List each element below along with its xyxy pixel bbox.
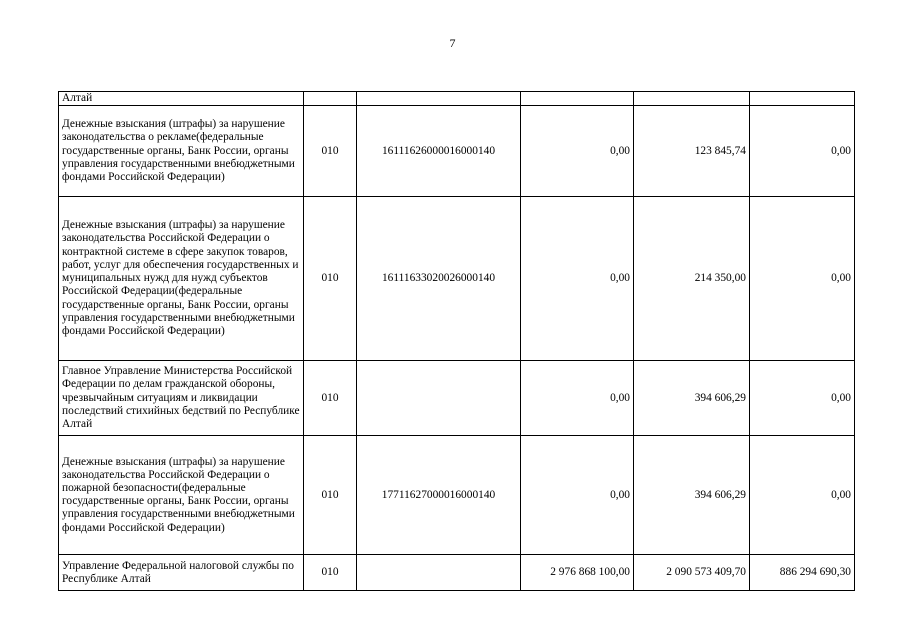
table-row xyxy=(59,92,855,106)
row-name-cell: Алтай xyxy=(59,92,304,106)
table-row xyxy=(59,106,855,197)
amount-cell-3: 0,00 xyxy=(750,436,855,555)
amount-cell-3: 886 294 690,30 xyxy=(750,555,855,591)
kbk-cell xyxy=(357,361,521,436)
amount-cell-1: 0,00 xyxy=(521,197,634,361)
kbk-cell xyxy=(357,92,521,106)
admin-code-cell: 010 xyxy=(304,555,357,591)
amount-cell-3: 0,00 xyxy=(750,106,855,197)
row-name-cell: Управление Федеральной налоговой службы по Республике Алтай xyxy=(59,555,304,591)
amount-cell-2: 214 350,00 xyxy=(634,197,750,361)
amount-cell-2: 394 606,29 xyxy=(634,436,750,555)
kbk-cell: 16111626000016000140 xyxy=(357,106,521,197)
amount-cell-3: 0,00 xyxy=(750,361,855,436)
kbk-cell: 17711627000016000140 xyxy=(357,436,521,555)
kbk-cell: 16111633020026000140 xyxy=(357,197,521,361)
amount-cell-2: 2 090 573 409,70 xyxy=(634,555,750,591)
amount-cell-1 xyxy=(521,92,634,106)
amount-cell-2: 394 606,29 xyxy=(634,361,750,436)
row-name-cell: Денежные взыскания (штрафы) за нарушение законодательства Российской Федерации о контрактной системе в сфере закупок товаров, работ, услуг для обеспечения государственных и муниципальных нужд для нужд субъектов Российской Федерации(федеральные государственные органы, Банк России, органы управления государственными внебюджетными фондами Российской Федерации) xyxy=(59,197,304,361)
amount-cell-1: 0,00 xyxy=(521,361,634,436)
table-row xyxy=(59,555,855,591)
table-row xyxy=(59,361,855,436)
admin-code-cell xyxy=(304,92,357,106)
kbk-cell xyxy=(357,555,521,591)
table-row xyxy=(59,436,855,555)
admin-code-cell: 010 xyxy=(304,197,357,361)
budget-table xyxy=(58,91,855,591)
admin-code-cell: 010 xyxy=(304,106,357,197)
table-row xyxy=(59,197,855,361)
row-name-cell: Главное Управление Министерства Российской Федерации по делам гражданской обороны, чрезвычайным ситуациям и ликвидации последствий стихийных бедствий по Республике Алтай xyxy=(59,361,304,436)
row-name-cell: Денежные взыскания (штрафы) за нарушение законодательства о рекламе(федеральные государственные органы, Банк России, органы управления государственными внебюджетными фондами Российской Федерации) xyxy=(59,106,304,197)
admin-code-cell: 010 xyxy=(304,361,357,436)
amount-cell-2: 123 845,74 xyxy=(634,106,750,197)
amount-cell-1: 0,00 xyxy=(521,436,634,555)
row-name-cell: Денежные взыскания (штрафы) за нарушение законодательства Российской Федерации о пожарной безопасности(федеральные государственные органы, Банк России, органы управления государственными внебюджетными фондами Российской Федерации) xyxy=(59,436,304,555)
amount-cell-3 xyxy=(750,92,855,106)
page-number: 7 xyxy=(449,36,456,50)
amount-cell-1: 0,00 xyxy=(521,106,634,197)
amount-cell-2 xyxy=(634,92,750,106)
admin-code-cell: 010 xyxy=(304,436,357,555)
amount-cell-1: 2 976 868 100,00 xyxy=(521,555,634,591)
amount-cell-3: 0,00 xyxy=(750,197,855,361)
